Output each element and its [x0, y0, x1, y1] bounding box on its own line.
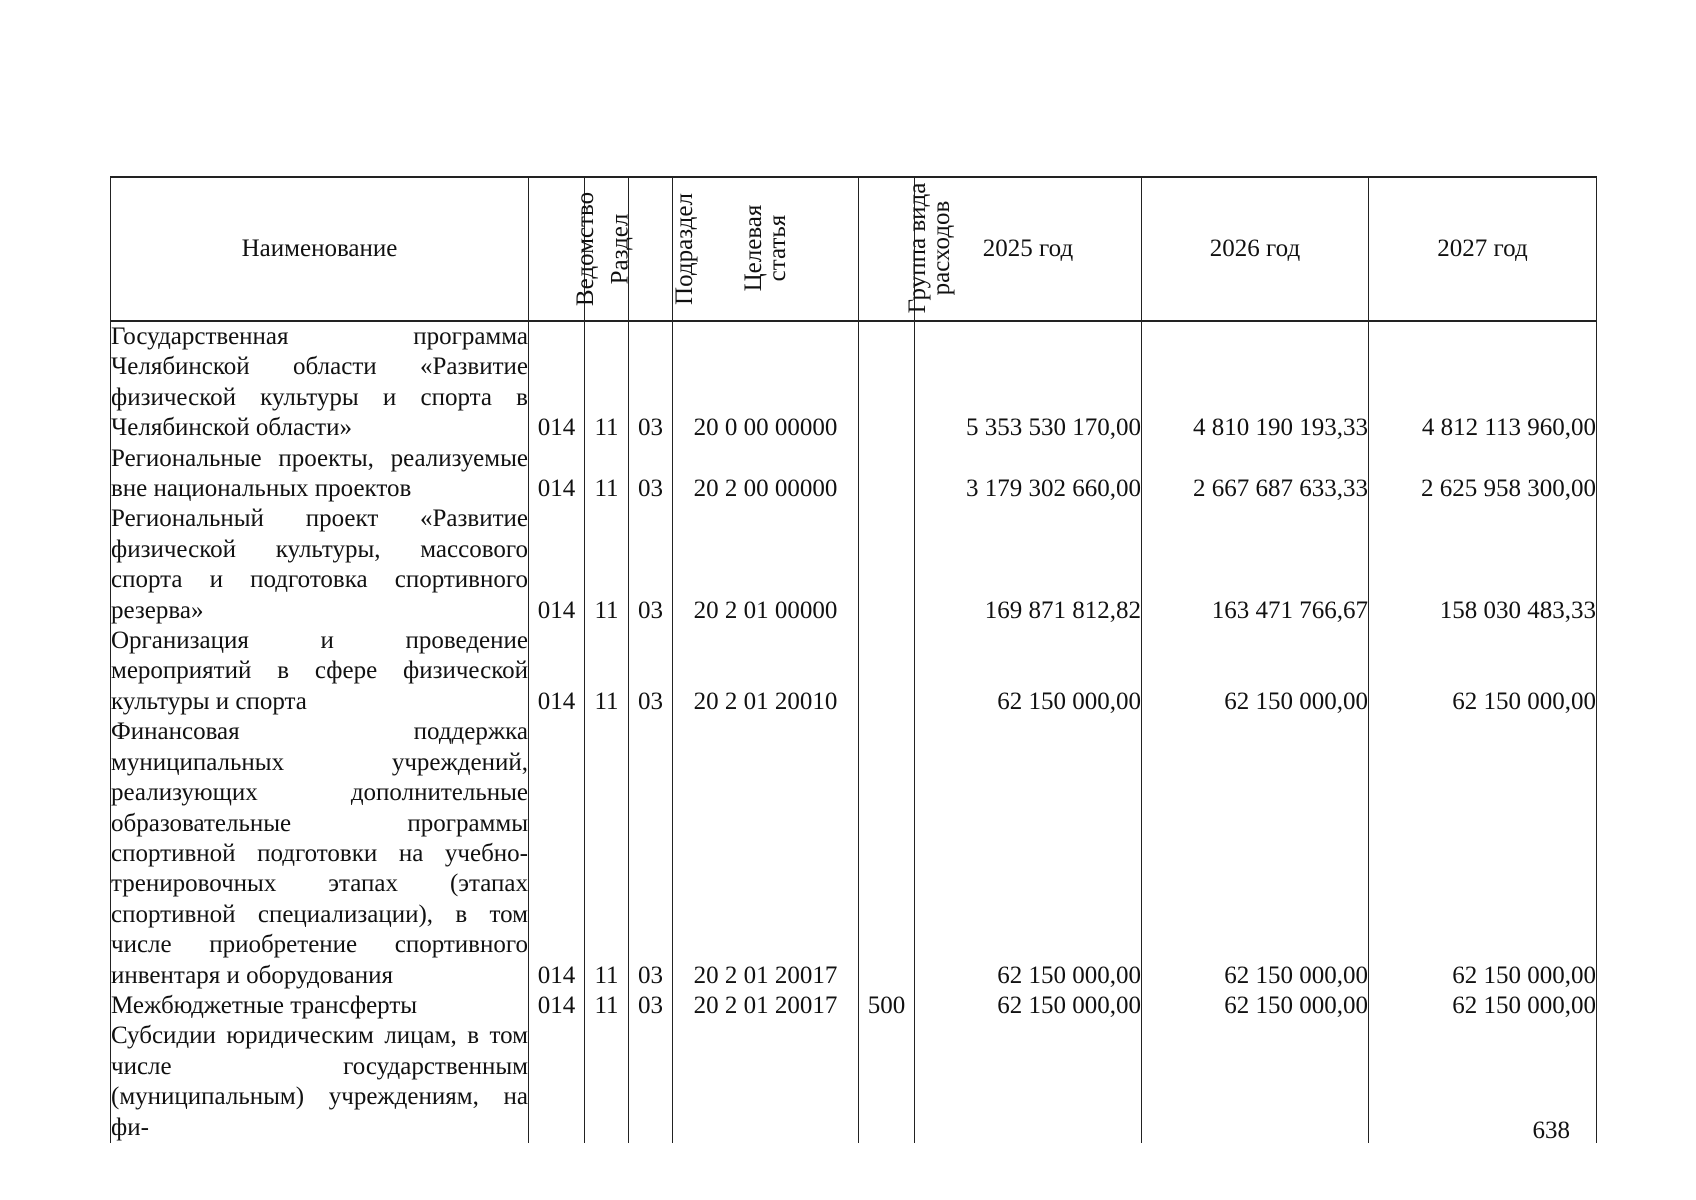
cell-tselevaya: 20 2 01 00000 [673, 504, 859, 626]
cell-gruppa [859, 444, 915, 505]
cell-y2026: 163 471 766,67 [1142, 504, 1369, 626]
cell-y2027: 62 150 000,00 [1369, 991, 1597, 1021]
cell-name: Субсидии юридическим лицам, в том числе государственным (муниципальным) учреждениям, на фи- [111, 1021, 529, 1143]
cell-razdel: 11 [585, 321, 629, 444]
cell-razdel: 11 [585, 626, 629, 717]
cell-y2027: 2 625 958 300,00 [1369, 444, 1597, 505]
cell-y2025 [915, 1021, 1142, 1143]
cell-gruppa [859, 321, 915, 444]
page-number: 638 [1532, 1117, 1570, 1144]
cell-podrazdel: 03 [629, 504, 673, 626]
cell-tselevaya: 20 2 01 20017 [673, 717, 859, 991]
cell-podrazdel: 03 [629, 321, 673, 444]
cell-tselevaya: 20 0 00 00000 [673, 321, 859, 444]
cell-y2027: 62 150 000,00 [1369, 717, 1597, 991]
cell-vedomstvo: 014 [529, 504, 585, 626]
cell-y2025: 3 179 302 660,00 [915, 444, 1142, 505]
cell-vedomstvo: 014 [529, 444, 585, 505]
header-razdel: Раздел [585, 177, 629, 321]
header-row [111, 177, 1597, 321]
cell-vedomstvo: 014 [529, 626, 585, 717]
header-podrazdel: Подраздел [629, 177, 673, 321]
cell-vedomstvo: 014 [529, 991, 585, 1021]
cell-y2027: 4 812 113 960,00 [1369, 321, 1597, 444]
cell-razdel: 11 [585, 444, 629, 505]
cell-y2026: 62 150 000,00 [1142, 626, 1369, 717]
cell-y2026: 62 150 000,00 [1142, 991, 1369, 1021]
cell-tselevaya [673, 1021, 859, 1143]
table-body [111, 321, 1597, 1143]
cell-razdel: 11 [585, 991, 629, 1021]
cell-y2026: 62 150 000,00 [1142, 717, 1369, 991]
cell-podrazdel: 03 [629, 444, 673, 505]
cell-tselevaya: 20 2 01 20017 [673, 991, 859, 1021]
cell-name: Межбюджетные трансферты [111, 991, 529, 1021]
header-vedomstvo: Ведомство [529, 177, 585, 321]
cell-y2026: 2 667 687 633,33 [1142, 444, 1369, 505]
cell-name: Региональный проект «Развитие физической культуры, массового спорта и подготовка спортивного резерва» [111, 504, 529, 626]
header-tselevaya: Целевая статья [673, 177, 859, 321]
cell-y2026: 4 810 190 193,33 [1142, 321, 1369, 444]
cell-name: Финансовая поддержка муниципальных учреждений, реализующих дополнительные образовательные программы спортивной подготовки на учебно-тренировочных этапах (этапах спортивной специализации), в том числе приобретение спортивного инвентаря и оборудования [111, 717, 529, 991]
cell-razdel: 11 [585, 717, 629, 991]
cell-gruppa [859, 626, 915, 717]
cell-name: Региональные проекты, реализуемые вне национальных проектов [111, 444, 529, 505]
cell-podrazdel: 03 [629, 626, 673, 717]
cell-gruppa [859, 1021, 915, 1143]
header-name: Наименование [111, 177, 529, 321]
cell-gruppa: 500 [859, 991, 915, 1021]
cell-podrazdel: 03 [629, 991, 673, 1021]
table-row [111, 626, 1597, 717]
cell-y2025: 169 871 812,82 [915, 504, 1142, 626]
cell-razdel: 11 [585, 504, 629, 626]
table-row [111, 991, 1597, 1021]
cell-vedomstvo: 014 [529, 717, 585, 991]
header-gruppa: Группа вида расходов [859, 177, 915, 321]
cell-podrazdel: 03 [629, 717, 673, 991]
cell-y2025: 62 150 000,00 [915, 991, 1142, 1021]
cell-vedomstvo: 014 [529, 321, 585, 444]
header-2026: 2026 год [1142, 177, 1369, 321]
cell-gruppa [859, 504, 915, 626]
table-row [111, 321, 1597, 444]
table-row [111, 504, 1597, 626]
cell-y2026 [1142, 1021, 1369, 1143]
cell-y2025: 62 150 000,00 [915, 626, 1142, 717]
cell-gruppa [859, 717, 915, 991]
header-2027: 2027 год [1369, 177, 1597, 321]
table-row [111, 717, 1597, 991]
table-row [111, 444, 1597, 505]
cell-y2025: 62 150 000,00 [915, 717, 1142, 991]
cell-y2027: 158 030 483,33 [1369, 504, 1597, 626]
cell-razdel [585, 1021, 629, 1143]
cell-y2025: 5 353 530 170,00 [915, 321, 1142, 444]
cell-podrazdel [629, 1021, 673, 1143]
cell-tselevaya: 20 2 01 20010 [673, 626, 859, 717]
cell-tselevaya: 20 2 00 00000 [673, 444, 859, 505]
cell-name: Государственная программа Челябинской области «Развитие физической культуры и спорта в Челябинской области» [111, 321, 529, 444]
cell-vedomstvo [529, 1021, 585, 1143]
cell-y2027: 62 150 000,00 [1369, 626, 1597, 717]
cell-name: Организация и проведение мероприятий в сфере физической культуры и спорта [111, 626, 529, 717]
header-2025: 2025 год [915, 177, 1142, 321]
budget-table [110, 176, 1597, 1143]
table-row [111, 1021, 1597, 1143]
